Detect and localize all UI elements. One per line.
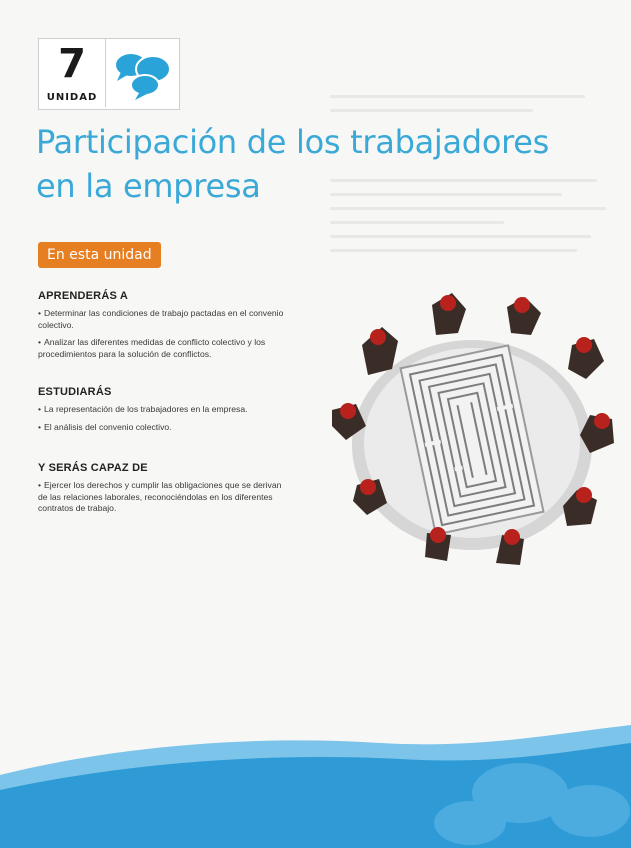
list-item: • Analizar las diferentes medidas de conflicto colectivo y los procedimientos para la solución de conflictos. (38, 337, 266, 359)
section-heading: Y SERÁS CAPAZ DE (38, 462, 148, 474)
section-heading: APRENDERÁS A (38, 290, 129, 302)
maze-meeting-illustration-icon (322, 285, 622, 575)
page-title (36, 120, 626, 208)
section-capaz-de (38, 462, 288, 521)
speech-bubbles-icon (113, 45, 173, 101)
title-line-2: en la empresa (36, 167, 261, 205)
bottom-wave-decoration (0, 715, 631, 848)
unit-badge (38, 38, 180, 110)
list-item: • El análisis del convenio colectivo. (38, 421, 172, 432)
list-item: • Ejercer los derechos y cumplir las obligaciones que se derivan de las relaciones laborales, reconociéndolas en los diferentes contratos de trabajo. (38, 480, 282, 513)
unit-tag: En esta unidad (38, 242, 161, 268)
unit-number-box (39, 39, 106, 107)
list-item: • La representación de los trabajadores en la empresa. (38, 404, 248, 414)
title-line-1: Participación de los trabajadores (36, 123, 550, 161)
list-item: • Determinar las condiciones de trabajo pactadas en el convenio colectivo. (38, 308, 284, 330)
unit-label: UNIDAD (46, 92, 98, 103)
unit-number: 7 (58, 41, 86, 87)
section-aprenderas (38, 290, 288, 366)
section-heading: ESTUDIARÁS (38, 386, 112, 398)
section-estudiaras (38, 386, 288, 439)
